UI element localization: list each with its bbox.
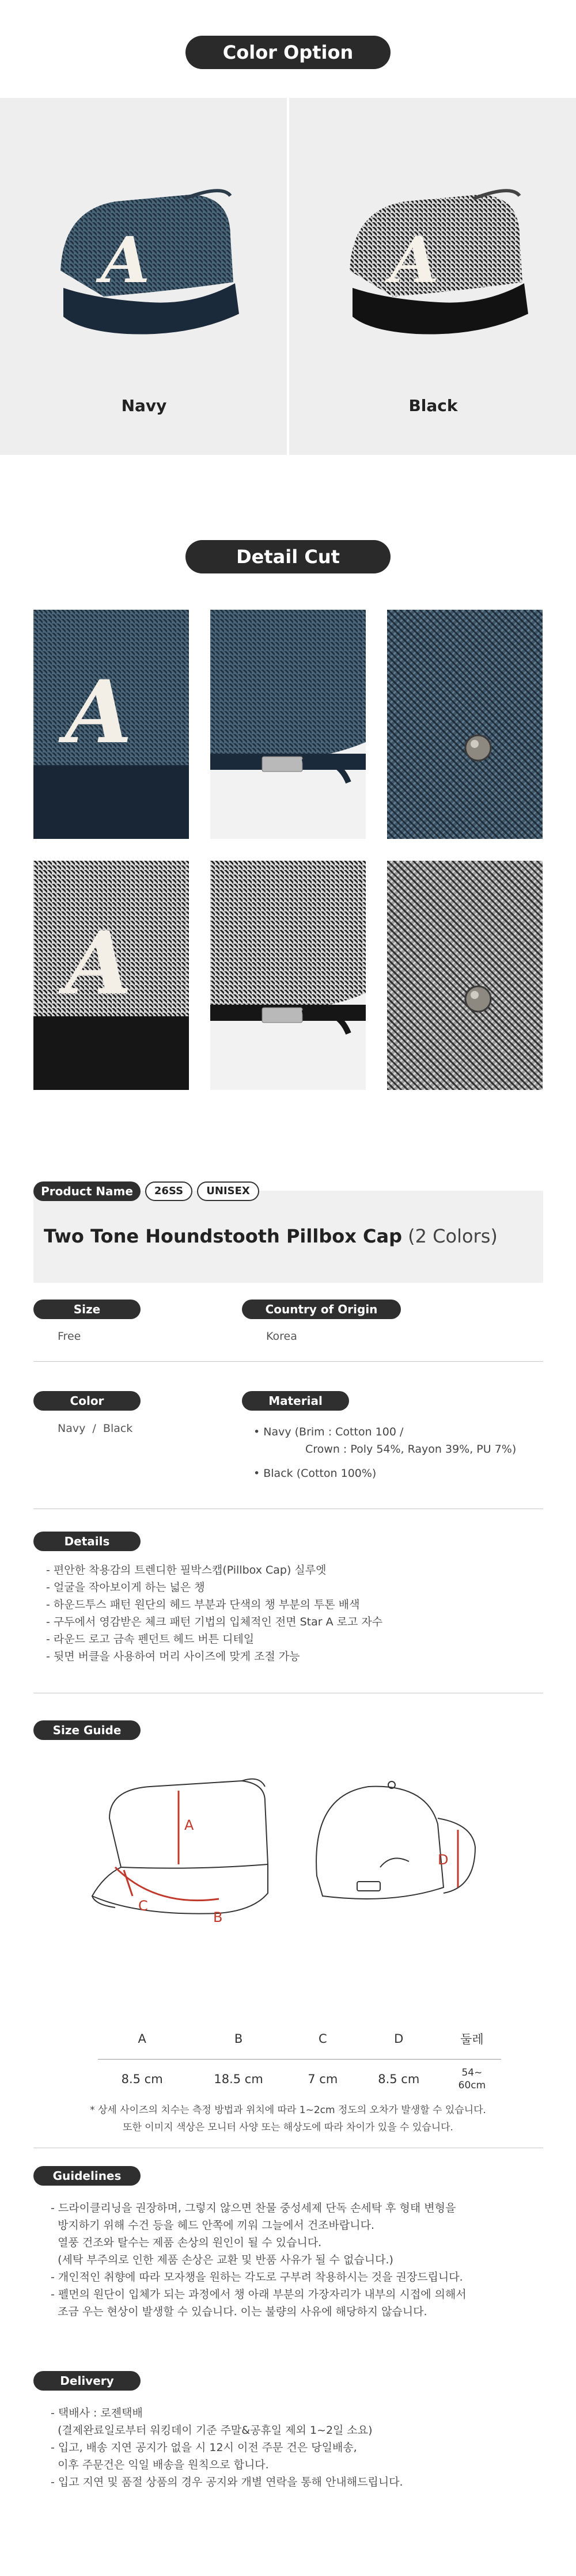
product-title-colors: (2 Colors) xyxy=(408,1225,498,1247)
color-value: Navy / Black xyxy=(58,1422,133,1435)
product-title xyxy=(44,1225,498,1247)
delivery-item: (결제완료일로부터 워킹데이 기준 주말&공휴일 제외 1~2일 소요) xyxy=(51,2424,373,2437)
svg-text:A: A xyxy=(65,662,132,763)
details-item: - 구두에서 영감받은 체크 패턴 기법의 입체적인 전면 Star A 로고 자수 xyxy=(46,1616,383,1628)
details-item: - 뒷면 버클을 사용하여 머리 사이즈에 맞게 조절 가능 xyxy=(46,1650,300,1663)
black-button-closeup xyxy=(387,861,543,1090)
size-value: Free xyxy=(58,1330,81,1343)
details-list xyxy=(46,1561,382,1665)
size-val-c: 7 cm xyxy=(308,2072,338,2087)
details-item: - 편안한 착용감의 트렌디한 필박스캡(Pillbox Cap) 실루엣 xyxy=(46,1564,327,1576)
origin-tag: Country of Origin xyxy=(242,1300,401,1319)
diagram-label-a: A xyxy=(184,1817,194,1833)
guidelines-item: 방지하기 위해 수건 등을 헤드 안쪽에 끼워 그늘에서 건조바랍니다. xyxy=(51,2219,374,2232)
size-val-b: 18.5 cm xyxy=(214,2072,263,2087)
delivery-item: - 입고 지연 및 품절 상품의 경우 공지와 개별 연락을 통해 안내해드립니다. xyxy=(51,2476,403,2488)
size-table-row xyxy=(98,2059,501,2099)
size-note: * 상세 사이즈의 치수는 측정 방법과 위치에 따라 1~2cm 정도의 오차가 발생할 수 있습니다. xyxy=(90,2104,486,2116)
size-table xyxy=(98,2019,501,2099)
size-col-c: C xyxy=(291,2019,355,2059)
divider xyxy=(33,1361,543,1362)
material-line: • Black (Cotton 100%) xyxy=(253,1467,377,1480)
measure-line-b xyxy=(115,1867,219,1901)
size-tag: Size xyxy=(33,1300,141,1319)
size-guide-diagram xyxy=(69,1755,507,1997)
size-notes xyxy=(0,2102,576,2136)
svg-text:A: A xyxy=(390,223,439,297)
navy-logo-closeup xyxy=(33,610,189,839)
svg-text:A: A xyxy=(65,913,132,1014)
detail-navy-button xyxy=(387,610,543,839)
color-label-navy: Navy xyxy=(121,396,167,415)
size-note: 또한 이미지 색상은 모니터 사양 또는 해상도에 따라 차이가 있을 수 있습니다. xyxy=(123,2122,453,2133)
detail-navy-buckle xyxy=(210,610,366,839)
black-buckle-closeup xyxy=(210,861,366,1090)
unisex-tag: UNISEX xyxy=(197,1181,259,1201)
guidelines-list xyxy=(51,2199,467,2320)
side-view-cap xyxy=(92,1779,268,1914)
svg-text:A: A xyxy=(101,223,150,297)
origin-value: Korea xyxy=(266,1330,297,1343)
guidelines-item: (세탁 부주의로 인한 제품 손상은 교환 및 반품 사유가 될 수 없습니다.) xyxy=(51,2254,393,2266)
back-view-cap xyxy=(316,1781,475,1899)
navy-button-closeup xyxy=(387,610,543,839)
black-logo-closeup xyxy=(33,861,189,1090)
guidelines-item: - 드라이클리닝을 권장하며, 그렇지 않으면 찬물 중성세제 단독 손세탁 후 형태 변형을 xyxy=(51,2202,456,2214)
size-col-girth: 둘레 xyxy=(443,2019,501,2059)
material-line: • Navy (Brim : Cotton 100 / xyxy=(253,1426,404,1438)
detail-black-button xyxy=(387,861,543,1090)
details-item: - 하운드투스 패턴 원단의 헤드 부분과 단색의 챙 부분의 투톤 배색 xyxy=(46,1598,360,1611)
detail-cut-heading: Detail Cut xyxy=(185,540,391,573)
material-list xyxy=(253,1423,516,1482)
color-tag: Color xyxy=(33,1391,141,1411)
delivery-item: 이후 주문건은 익일 배송을 원칙으로 합니다. xyxy=(51,2459,269,2471)
color-label-black: Black xyxy=(408,396,458,415)
delivery-item: - 입고, 배송 지연 공지가 없을 시 12시 이전 주문 건은 당일배송, xyxy=(51,2441,357,2454)
size-col-d: D xyxy=(355,2019,443,2059)
guidelines-item: 조금 우는 현상이 발생할 수 있습니다. 이는 불량의 사유에 해당하지 않습니다. xyxy=(51,2305,427,2318)
delivery-list xyxy=(51,2404,403,2491)
delivery-item: - 택배사 : 로젠택배 xyxy=(51,2407,143,2419)
size-col-a: A xyxy=(98,2019,186,2059)
product-title-name: Two Tone Houndstooth Pillbox Cap xyxy=(44,1225,402,1247)
size-guide-heading: Size Guide xyxy=(33,1720,141,1740)
material-tag: Material xyxy=(242,1391,349,1411)
measure-line-c xyxy=(124,1870,132,1896)
diagram-label-b: B xyxy=(213,1909,223,1925)
delivery-heading: Delivery xyxy=(33,2371,141,2391)
size-val-a: 8.5 cm xyxy=(121,2072,163,2087)
guidelines-item: - 개인적인 취향에 따라 모자챙을 원하는 각도로 구부려 착용하시는 것을 권장드립니다. xyxy=(51,2271,463,2284)
guidelines-item: - 펠먼의 원단이 입체가 되는 과정에서 챙 아래 부분의 가장자리가 내부의 시접에 의해서 xyxy=(51,2288,467,2301)
product-name-tag: Product Name xyxy=(33,1181,141,1201)
color-option-heading: Color Option xyxy=(185,36,391,69)
size-val-girth: 54~ 60cm xyxy=(458,2067,486,2092)
detail-black-logo xyxy=(33,861,189,1090)
details-heading: Details xyxy=(33,1532,141,1551)
detail-navy-logo xyxy=(33,610,189,839)
guidelines-heading: Guidelines xyxy=(33,2166,141,2186)
diagram-label-d: D xyxy=(438,1852,449,1868)
details-item: - 라운드 로고 금속 펜던트 헤드 버튼 디테일 xyxy=(46,1633,255,1646)
material-line: Crown : Poly 54%, Rayon 39%, PU 7%) xyxy=(305,1443,517,1456)
detail-black-buckle xyxy=(210,861,366,1090)
season-tag: 26SS xyxy=(145,1181,192,1201)
size-table-header xyxy=(98,2019,501,2059)
guidelines-item: 열풍 건조와 탈수는 제품 손상의 원인이 될 수 있습니다. xyxy=(51,2236,322,2249)
navy-buckle-closeup xyxy=(210,610,366,839)
size-val-d: 8.5 cm xyxy=(378,2072,420,2087)
details-item: - 얼굴을 작아보이게 하는 넓은 챙 xyxy=(46,1581,205,1594)
diagram-label-c: C xyxy=(138,1898,148,1914)
size-col-b: B xyxy=(186,2019,291,2059)
